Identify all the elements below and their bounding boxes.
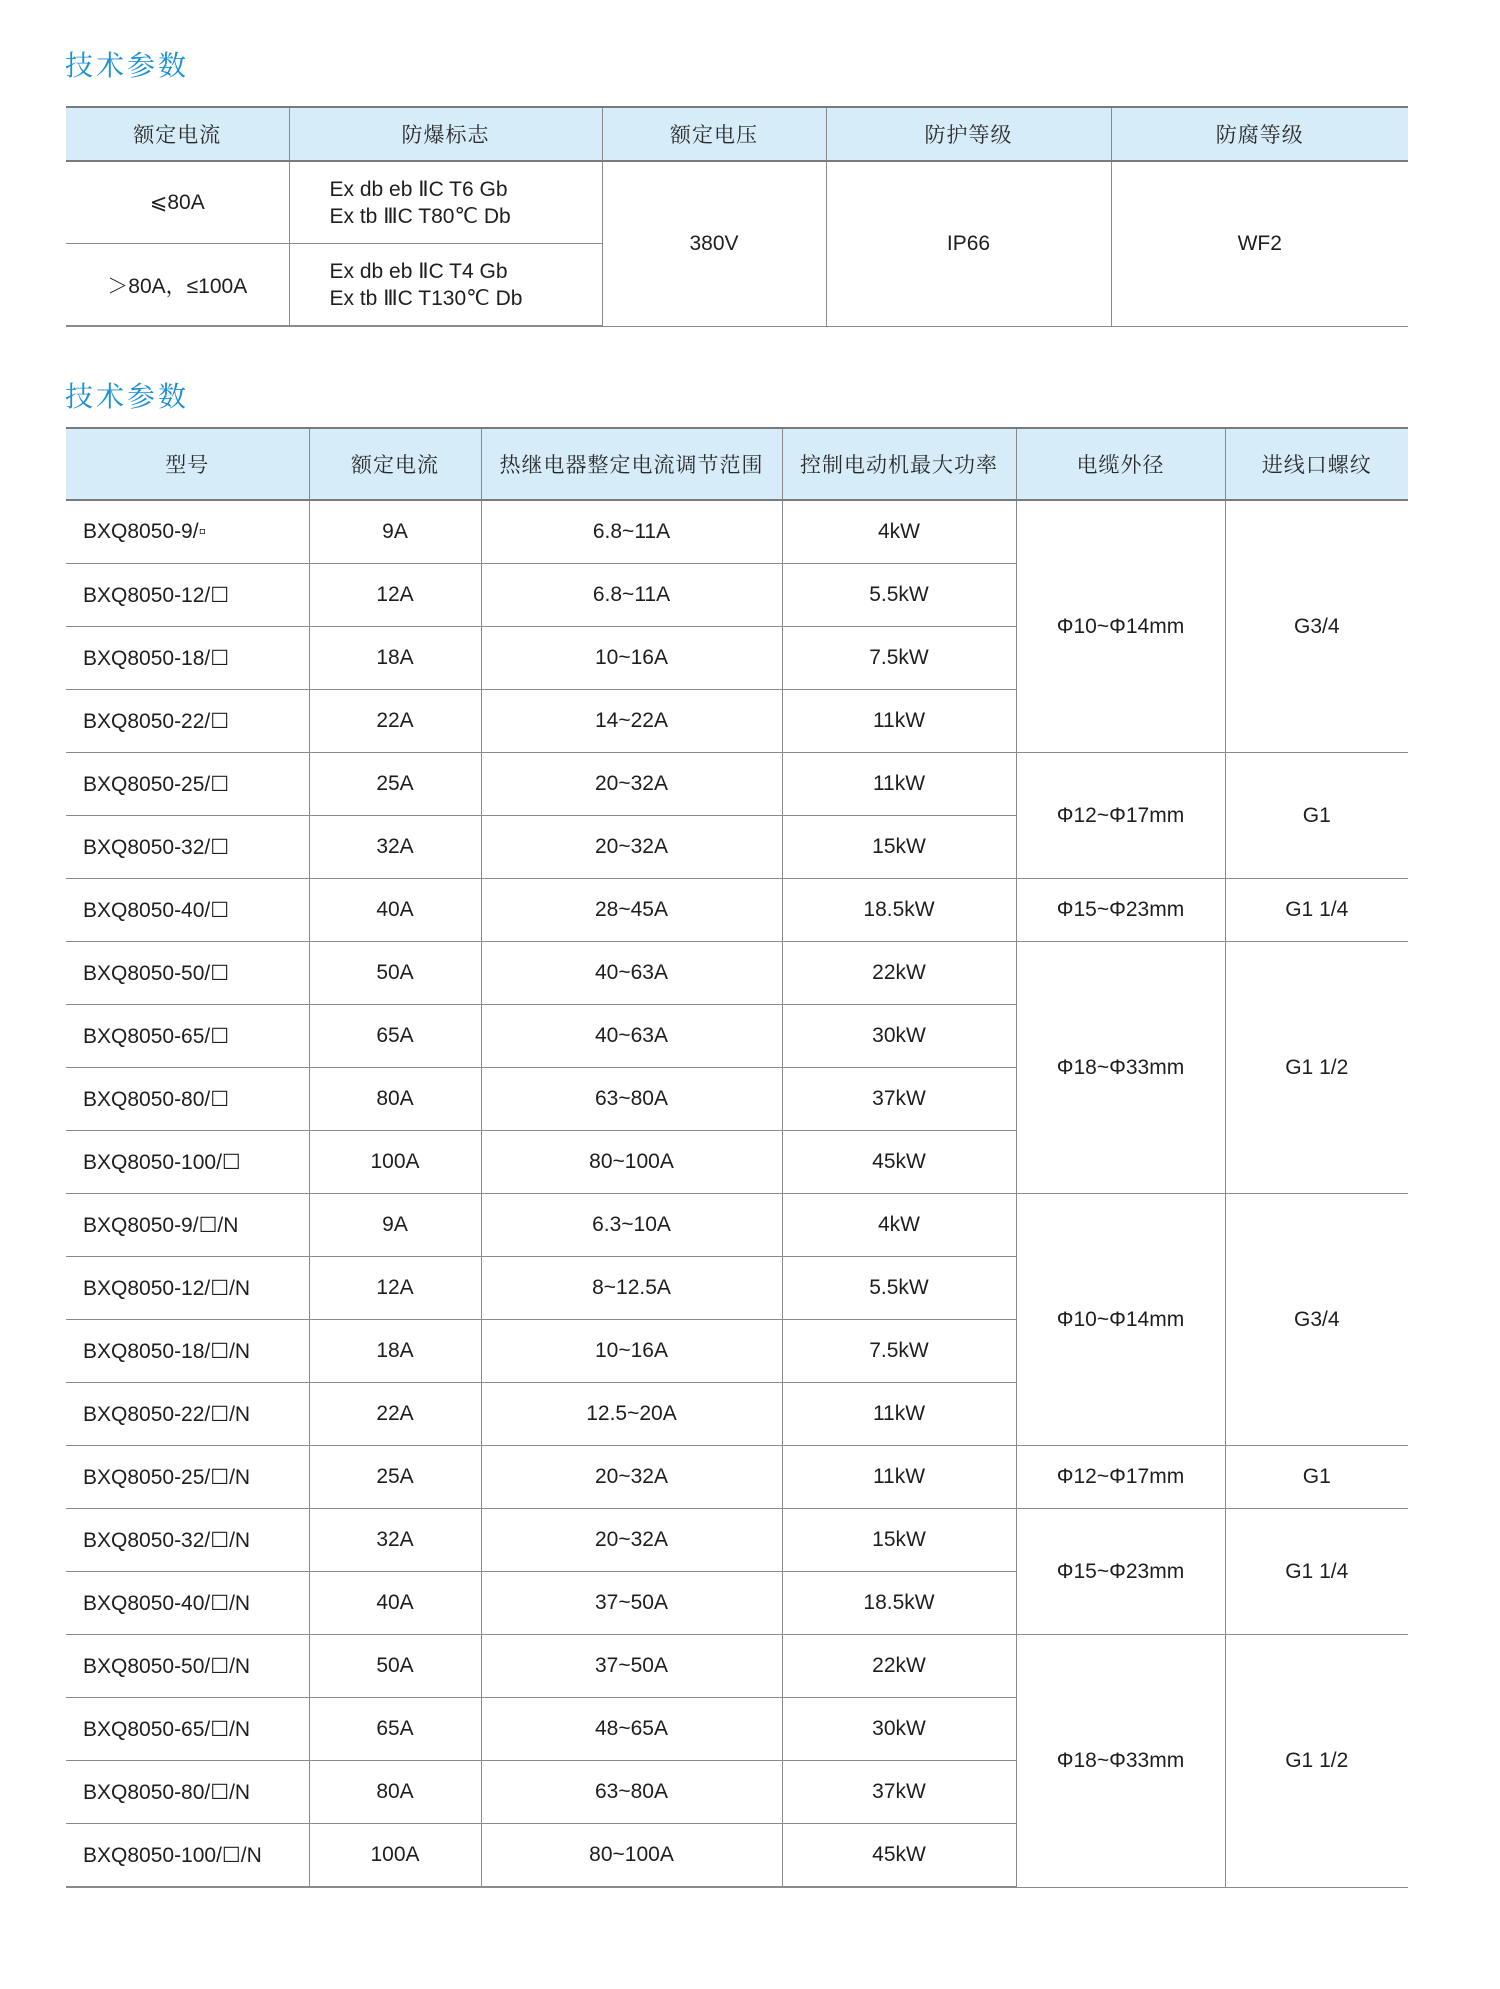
max-motor-power-cell: 18.5kW [782, 1572, 1016, 1635]
max-motor-power-cell: 15kW [782, 816, 1016, 879]
ex-mark-line: Ex db eb ⅡC T6 Gb [329, 177, 508, 201]
table-row [66, 1635, 1408, 1698]
header-model: 型号 [66, 428, 309, 500]
header-max-motor-power: 控制电动机最大功率 [782, 428, 1016, 500]
max-motor-power-cell: 7.5kW [782, 1320, 1016, 1383]
header-rated-current: 额定电流 [66, 107, 289, 161]
model-cell: BXQ8050-32/☐ [66, 816, 309, 879]
max-motor-power-cell: 11kW [782, 1383, 1016, 1446]
rated-current-cell: 18A [309, 627, 481, 690]
relay-range-cell: 20~32A [481, 1446, 782, 1509]
cable-diameter-cell: Φ18~Φ33mm [1016, 1635, 1225, 1888]
max-motor-power-cell: 22kW [782, 942, 1016, 1005]
rated-current-cell: 9A [309, 500, 481, 564]
max-motor-power-cell: 22kW [782, 1635, 1016, 1698]
relay-range-cell: 8~12.5A [481, 1257, 782, 1320]
explosion-proof-spec-table [66, 106, 1408, 327]
entry-thread-cell: G1 1/2 [1225, 942, 1408, 1194]
max-motor-power-cell: 5.5kW [782, 1257, 1016, 1320]
table-row [66, 1194, 1408, 1257]
rated-current-cell: ＞80A，≤100A [66, 244, 289, 327]
max-motor-power-cell: 30kW [782, 1005, 1016, 1068]
rated-current-cell: 12A [309, 1257, 481, 1320]
max-motor-power-cell: 45kW [782, 1824, 1016, 1888]
max-motor-power-cell: 4kW [782, 1194, 1016, 1257]
entry-thread-cell: G1 1/4 [1225, 879, 1408, 942]
model-cell: BXQ8050-25/☐ [66, 753, 309, 816]
max-motor-power-cell: 15kW [782, 1509, 1016, 1572]
ex-mark-cell [289, 161, 602, 244]
relay-range-cell: 37~50A [481, 1635, 782, 1698]
relay-range-cell: 6.3~10A [481, 1194, 782, 1257]
model-cell: BXQ8050-9/▫ [66, 500, 309, 564]
relay-range-cell: 37~50A [481, 1572, 782, 1635]
entry-thread-cell: G1 1/2 [1225, 1635, 1408, 1888]
entry-thread-cell: G3/4 [1225, 500, 1408, 753]
max-motor-power-cell: 45kW [782, 1131, 1016, 1194]
max-motor-power-cell: 11kW [782, 753, 1016, 816]
rated-current-cell: 12A [309, 564, 481, 627]
rated-current-cell: 50A [309, 942, 481, 1005]
max-motor-power-cell: 37kW [782, 1068, 1016, 1131]
model-cell: BXQ8050-32/☐/N [66, 1509, 309, 1572]
model-table-body [66, 500, 1408, 1887]
header-rated-voltage: 额定电压 [602, 107, 826, 161]
model-cell: BXQ8050-80/☐/N [66, 1761, 309, 1824]
rated-current-cell: 100A [309, 1824, 481, 1888]
header-protection-grade: 防护等级 [826, 107, 1111, 161]
protection-grade-cell: IP66 [826, 161, 1111, 326]
max-motor-power-cell: 30kW [782, 1698, 1016, 1761]
rated-current-cell: 50A [309, 1635, 481, 1698]
max-motor-power-cell: 4kW [782, 500, 1016, 564]
rated-current-cell: 25A [309, 753, 481, 816]
cable-diameter-cell: Φ18~Φ33mm [1016, 942, 1225, 1194]
model-cell: BXQ8050-12/☐/N [66, 1257, 309, 1320]
cable-diameter-cell: Φ15~Φ23mm [1016, 1509, 1225, 1635]
entry-thread-cell: G1 [1225, 1446, 1408, 1509]
model-cell: BXQ8050-65/☐ [66, 1005, 309, 1068]
rated-current-cell: ⩽80A [66, 161, 289, 244]
header-entry-thread: 进线口螺纹 [1225, 428, 1408, 500]
relay-range-cell: 28~45A [481, 879, 782, 942]
table-row [66, 1509, 1408, 1572]
table-header-row [66, 428, 1408, 500]
relay-range-cell: 63~80A [481, 1761, 782, 1824]
max-motor-power-cell: 7.5kW [782, 627, 1016, 690]
model-cell: BXQ8050-25/☐/N [66, 1446, 309, 1509]
model-cell: BXQ8050-40/☐ [66, 879, 309, 942]
relay-range-cell: 63~80A [481, 1068, 782, 1131]
relay-range-cell: 40~63A [481, 942, 782, 1005]
model-spec-table [66, 427, 1408, 1888]
table-row [66, 753, 1408, 816]
rated-current-cell: 80A [309, 1068, 481, 1131]
header-cable-diameter: 电缆外径 [1016, 428, 1225, 500]
model-cell: BXQ8050-12/☐ [66, 564, 309, 627]
cable-diameter-cell: Φ10~Φ14mm [1016, 1194, 1225, 1446]
rated-current-cell: 32A [309, 816, 481, 879]
cable-diameter-cell: Φ15~Φ23mm [1016, 879, 1225, 942]
relay-range-cell: 20~32A [481, 753, 782, 816]
rated-current-cell: 25A [309, 1446, 481, 1509]
entry-thread-cell: G1 1/4 [1225, 1509, 1408, 1635]
model-cell: BXQ8050-65/☐/N [66, 1698, 309, 1761]
model-cell: BXQ8050-80/☐ [66, 1068, 309, 1131]
entry-thread-cell: G1 [1225, 753, 1408, 879]
relay-range-cell: 12.5~20A [481, 1383, 782, 1446]
rated-current-cell: 80A [309, 1761, 481, 1824]
model-cell: BXQ8050-18/☐/N [66, 1320, 309, 1383]
max-motor-power-cell: 5.5kW [782, 564, 1016, 627]
relay-range-cell: 80~100A [481, 1131, 782, 1194]
relay-range-cell: 10~16A [481, 627, 782, 690]
rated-current-cell: 32A [309, 1509, 481, 1572]
max-motor-power-cell: 18.5kW [782, 879, 1016, 942]
relay-range-cell: 10~16A [481, 1320, 782, 1383]
header-ex-mark: 防爆标志 [289, 107, 602, 161]
model-cell: BXQ8050-18/☐ [66, 627, 309, 690]
relay-range-cell: 40~63A [481, 1005, 782, 1068]
ex-mark-line: Ex tb ⅢC T130℃ Db [329, 286, 523, 310]
model-cell: BXQ8050-22/☐/N [66, 1383, 309, 1446]
section-title-2: 技术参数 [65, 380, 190, 413]
rated-current-cell: 18A [309, 1320, 481, 1383]
max-motor-power-cell: 11kW [782, 1446, 1016, 1509]
rated-current-cell: 65A [309, 1005, 481, 1068]
table-row [66, 879, 1408, 942]
model-cell: BXQ8050-100/☐ [66, 1131, 309, 1194]
header-rated-current: 额定电流 [309, 428, 481, 500]
entry-thread-cell: G3/4 [1225, 1194, 1408, 1446]
model-cell: BXQ8050-50/☐/N [66, 1635, 309, 1698]
relay-range-cell: 14~22A [481, 690, 782, 753]
relay-range-cell: 20~32A [481, 816, 782, 879]
table-row [66, 1446, 1408, 1509]
table-row [66, 942, 1408, 1005]
table-row [66, 500, 1408, 564]
ex-mark-cell [289, 244, 602, 327]
rated-current-cell: 40A [309, 1572, 481, 1635]
cable-diameter-cell: Φ12~Φ17mm [1016, 753, 1225, 879]
model-cell: BXQ8050-9/☐/N [66, 1194, 309, 1257]
relay-range-cell: 80~100A [481, 1824, 782, 1888]
max-motor-power-cell: 37kW [782, 1761, 1016, 1824]
relay-range-cell: 48~65A [481, 1698, 782, 1761]
cable-diameter-cell: Φ12~Φ17mm [1016, 1446, 1225, 1509]
model-cell: BXQ8050-50/☐ [66, 942, 309, 1005]
rated-current-cell: 65A [309, 1698, 481, 1761]
model-cell: BXQ8050-100/☐/N [66, 1824, 309, 1888]
rated-current-cell: 22A [309, 690, 481, 753]
rated-current-cell: 22A [309, 1383, 481, 1446]
ex-mark-line: Ex tb ⅢC T80℃ Db [329, 204, 511, 228]
table-header-row [66, 107, 1408, 161]
ex-mark-line: Ex db eb ⅡC T4 Gb [329, 259, 508, 283]
relay-range-cell: 20~32A [481, 1509, 782, 1572]
rated-current-cell: 40A [309, 879, 481, 942]
relay-range-cell: 6.8~11A [481, 564, 782, 627]
max-motor-power-cell: 11kW [782, 690, 1016, 753]
header-relay-range: 热继电器整定电流调节范围 [481, 428, 782, 500]
rated-voltage-cell: 380V [602, 161, 826, 326]
table-row [66, 161, 1408, 244]
header-anticorrosion-grade: 防腐等级 [1111, 107, 1408, 161]
rated-current-cell: 9A [309, 1194, 481, 1257]
anticorrosion-grade-cell: WF2 [1111, 161, 1408, 326]
cable-diameter-cell: Φ10~Φ14mm [1016, 500, 1225, 753]
model-cell: BXQ8050-40/☐/N [66, 1572, 309, 1635]
section-title-1: 技术参数 [65, 49, 190, 82]
model-cell: BXQ8050-22/☐ [66, 690, 309, 753]
rated-current-cell: 100A [309, 1131, 481, 1194]
relay-range-cell: 6.8~11A [481, 500, 782, 564]
